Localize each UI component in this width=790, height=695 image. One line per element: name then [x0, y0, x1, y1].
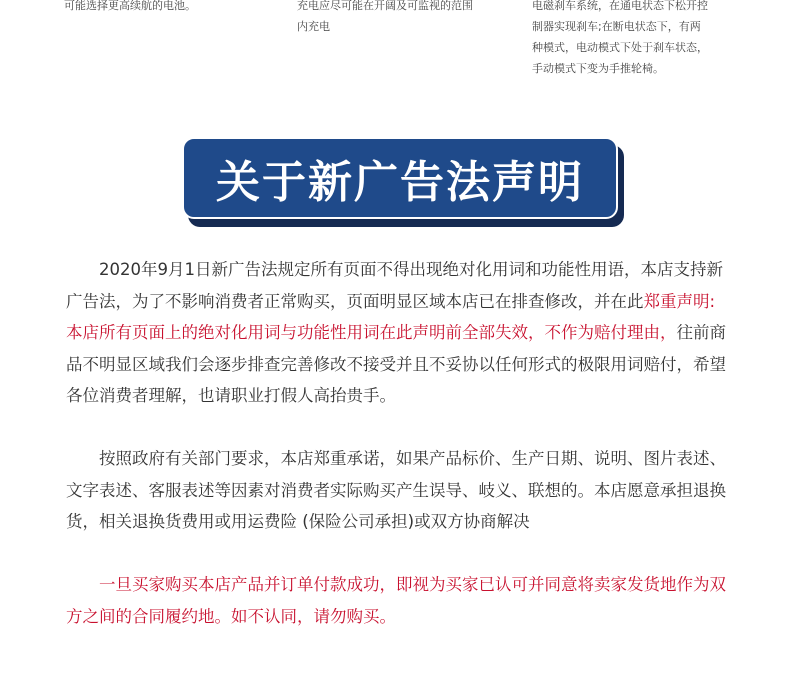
statement-paragraph-1: [66, 254, 726, 412]
note-line: 充电应尽可能在开阔及可监视的范围: [297, 0, 473, 12]
note-line: 电磁刹车系统，在通电状态下松开控: [532, 0, 708, 12]
statement-text: 往前商品不明显区域我们会逐步排查完善修改不接受并且不妥协以任何形式的极限用词赔付，希望各位消费者理解，也请职业打假人高抬贵手。: [66, 323, 726, 405]
statement-paragraph-2: [66, 443, 726, 538]
top-note-brake: [532, 0, 732, 79]
statement-emphasis: 郑重声明:本店所有页面上的绝对化用词与功能性用词在此声明前全部失效，不作为赔付理由，: [66, 291, 716, 342]
note-line: 手动模式下变为手推轮椅。: [532, 62, 664, 75]
banner-box: [182, 137, 618, 219]
statement-paragraph-3: [66, 569, 726, 632]
note-line: 制器实现刹车;在断电状态下，有两: [532, 20, 701, 33]
top-note-battery: [64, 0, 254, 16]
note-line: 内充电: [297, 20, 330, 33]
statement-banner: [182, 137, 624, 227]
statement-emphasis: 一旦买家购买本店产品并订单付款成功，即视为买家已认可并同意将卖家发货地作为双方之间的合同履约地。如不认同，请勿购买。: [66, 575, 726, 626]
note-line: 种模式，电动模式下处于刹车状态，: [532, 41, 708, 54]
statement-text: 2020年9月1日新广告法规定所有页面不得出现绝对化用词和功能性用语，本店支持新广告法，为了不影响消费者正常购买，页面明显区域本店已在排查修改，并在此: [66, 260, 723, 311]
top-note-charging: [297, 0, 507, 37]
note-line: 可能选择更高续航的电池。: [64, 0, 196, 12]
statement-text: 按照政府有关部门要求，本店郑重承诺，如果产品标价、生产日期、说明、图片表述、文字表述、客服表述等因素对消费者实际购买产生误导、岐义、联想的。本店愿意承担退换货，相关退换货费用或用运费险 (保险公司承担)或双方协商解决: [66, 449, 726, 531]
banner-title: 关于新广告法声明: [216, 157, 584, 208]
